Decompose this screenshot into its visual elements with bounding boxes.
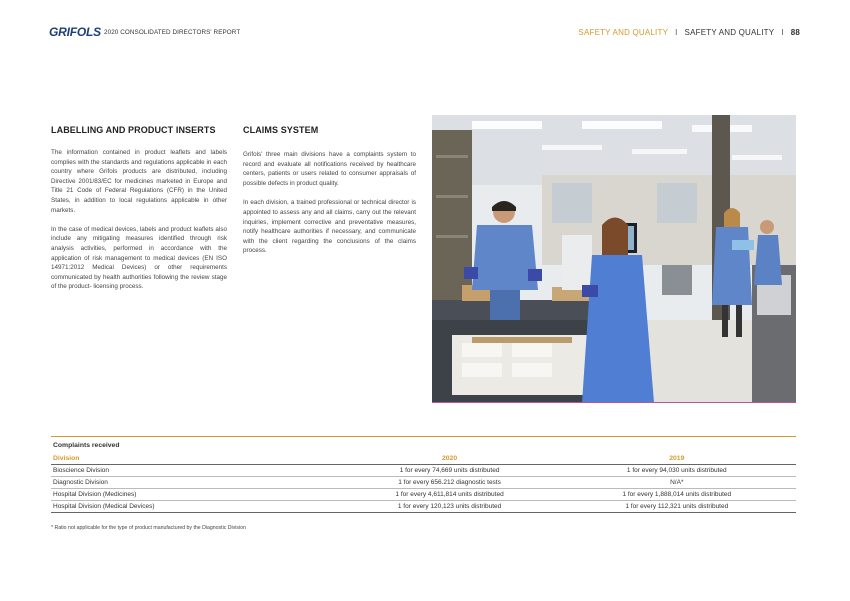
table-title: Complaints received: [53, 442, 120, 449]
cell-2019: 1 for every 112,321 units distributed: [558, 500, 796, 512]
cell-2019: 1 for every 1,888,014 units distributed: [558, 488, 796, 500]
cell-division: Hospital Division (Medicines): [51, 488, 342, 500]
claims-heading: CLAIMS SYSTEM: [243, 125, 319, 135]
grifols-logo: GRIFOLS: [49, 25, 101, 39]
laboratory-photo: [432, 115, 796, 403]
cell-2020: 1 for every 656.212 diagnostic tests: [342, 476, 558, 488]
table-row: [51, 464, 796, 476]
table-footnote: * Ratio not applicable for the type of product manufactured by the Diagnostic Division: [51, 525, 246, 531]
subsection-name: SAFETY AND QUALITY: [684, 28, 775, 37]
claims-paragraph: In each division, a trained professional or technical director is appointed to assess any and all claims, carry out the relevant inquiries, implement corrective and preventative measures, notify healthcare authorities if necessary, and communicate with the client regarding the conclusions of the claims process.: [243, 199, 416, 255]
header-division: Division: [51, 453, 342, 464]
cell-2020: 1 for every 4,611,814 units distributed: [342, 488, 558, 500]
section-breadcrumb: [578, 28, 800, 37]
claims-section: [243, 124, 416, 256]
table-row: [51, 476, 796, 488]
page-number: 88: [790, 28, 800, 37]
cell-division: Bioscience Division: [51, 464, 342, 476]
labelling-paragraph: In the case of medical devices, labels and product leaflets also include any mitigating measures identified through risk analysis activities, performed in accordance with the application of risk management to medical devices (EN ISO 14971:2012 Medical Devices) or other requirements communicated by health authorities following the review stage of the product- licensing process.: [51, 225, 227, 291]
cell-2020: 1 for every 120,123 units distributed: [342, 500, 558, 512]
labelling-section: [51, 124, 227, 292]
cell-2019: 1 for every 94,030 units distributed: [558, 464, 796, 476]
labelling-heading: LABELLING AND PRODUCT INSERTS: [51, 125, 216, 135]
header-2019: 2019: [558, 453, 796, 464]
section-name: SAFETY AND QUALITY: [578, 28, 669, 37]
table-row: [51, 488, 796, 500]
cell-division: Hospital Division (Medical Devices): [51, 500, 342, 512]
table-top-rule: [51, 436, 796, 437]
complaints-data-table: [51, 453, 796, 513]
breadcrumb-separator: I: [675, 28, 678, 37]
labelling-paragraph: The information contained in product leaflets and labels complies with the standards and regulations applicable in each country where Grifols products are distributed, including Directive 2001/83/EC for medicines marketed in Europe and Title 21 Code of Federal Regulations (CFR) in the United States, in addition to local regulations applicable in other markets.: [51, 149, 227, 214]
claims-paragraph: Grifols' three main divisions have a complaints system to record and evaluate all notifications received by healthcare centers, patients or users related to consumer appraisals of possible defects in product quality.: [243, 151, 416, 187]
breadcrumb-separator-2: I: [781, 28, 784, 37]
header-2020: 2020: [342, 453, 558, 464]
complaints-table: [51, 436, 796, 513]
table-row: [51, 500, 796, 512]
report-title: 2020 CONSOLIDATED DIRECTORS' REPORT: [104, 29, 241, 36]
cell-2019: N/A*: [558, 476, 796, 488]
cell-division: Diagnostic Division: [51, 476, 342, 488]
table-header-row: [51, 453, 796, 464]
cell-2020: 1 for every 74,669 units distributed: [342, 464, 558, 476]
